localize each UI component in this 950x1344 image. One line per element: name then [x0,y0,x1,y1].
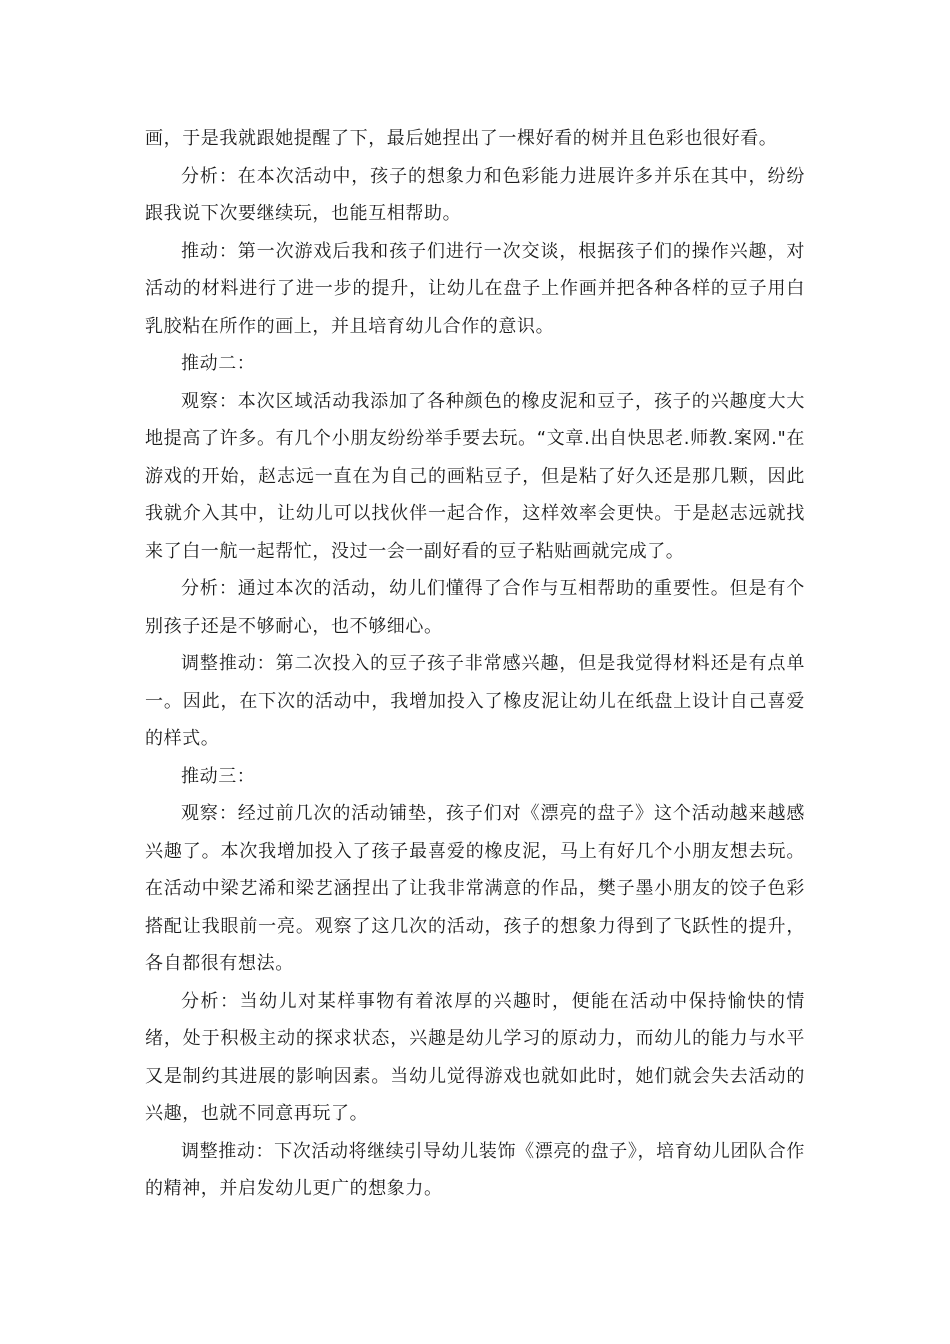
paragraph-observation-3: 观察：经过前几次的活动铺垫，孩子们对《漂亮的盘子》这个活动越来越感兴趣了。本次我增加投入了孩子最喜爱的橡皮泥，马上有好几个小朋友想去玩。在活动中梁艺浠和梁艺涵捏出了让我非常满意的作品，樊子墨小朋友的饺子色彩搭配让我眼前一亮。观察了这几次的活动，孩子的想象力得到了飞跃性的提升，各自都很有想法。 [145,803,805,974]
paragraph-analysis-3: 分析：当幼儿对某样事物有着浓厚的兴趣时，便能在活动中保持愉快的情绪，处于积极主动的探求状态，兴趣是幼儿学习的原动力，而幼儿的能力与水平又是制约其进展的影响因素。当幼儿觉得游戏也就如此时，她们就会失去活动的兴趣，也就不同意再玩了。 [145,990,805,1124]
heading-promotion-2: 推动二： [181,353,256,374]
paragraph-adjustment-3: 调整推动：下次活动将继续引导幼儿装饰《漂亮的盘子》，培育幼儿团队合作的精神，并启发幼儿更广的想象力。 [145,1140,805,1199]
paragraph-adjustment-2: 调整推动：第二次投入的豆子孩子非常感兴趣，但是我觉得材料还是有点单一。因此，在下次的活动中，我增加投入了橡皮泥让幼儿在纸盘上设计自己喜爱的样式。 [145,653,805,749]
document-body [145,120,805,1208]
paragraph-analysis-1: 分析：在本次活动中，孩子的想象力和色彩能力进展许多并乐在其中，纷纷跟我说下次要继续玩，也能互相帮助。 [145,165,805,224]
paragraph-analysis-2: 分析：通过本次的活动，幼儿们懂得了合作与互相帮助的重要性。但是有个别孩子还是不够耐心，也不够细心。 [145,578,805,637]
paragraph-promotion-1: 推动：第一次游戏后我和孩子们进行一次交谈，根据孩子们的操作兴趣，对活动的材料进行了进一步的提升，让幼儿在盘子上作画并把各种各样的豆子用白乳胶粘在所作的画上，并且培育幼儿合作的意识。 [145,240,805,337]
paragraph-observation-2: 观察：本次区域活动我添加了各种颜色的橡皮泥和豆子，孩子的兴趣度大大地提高了许多。有几个小朋友纷纷举手要去玩。“文章.出自快思老.师教.案网."在游戏的开始，赵志远一直在为自己的画粘豆子，但是粘了好久还是那几颗，因此我就介入其中，让幼儿可以找伙伴一起合作，这样效率会更快。于是赵志远就找来了白一航一起帮忙，没过一会一副好看的豆子粘贴画就完成了。 [145,390,805,562]
paragraph-continuation: 画，于是我就跟她提醒了下，最后她捏出了一棵好看的树并且色彩也很好看。 [145,128,778,149]
heading-promotion-3: 推动三： [181,765,256,787]
